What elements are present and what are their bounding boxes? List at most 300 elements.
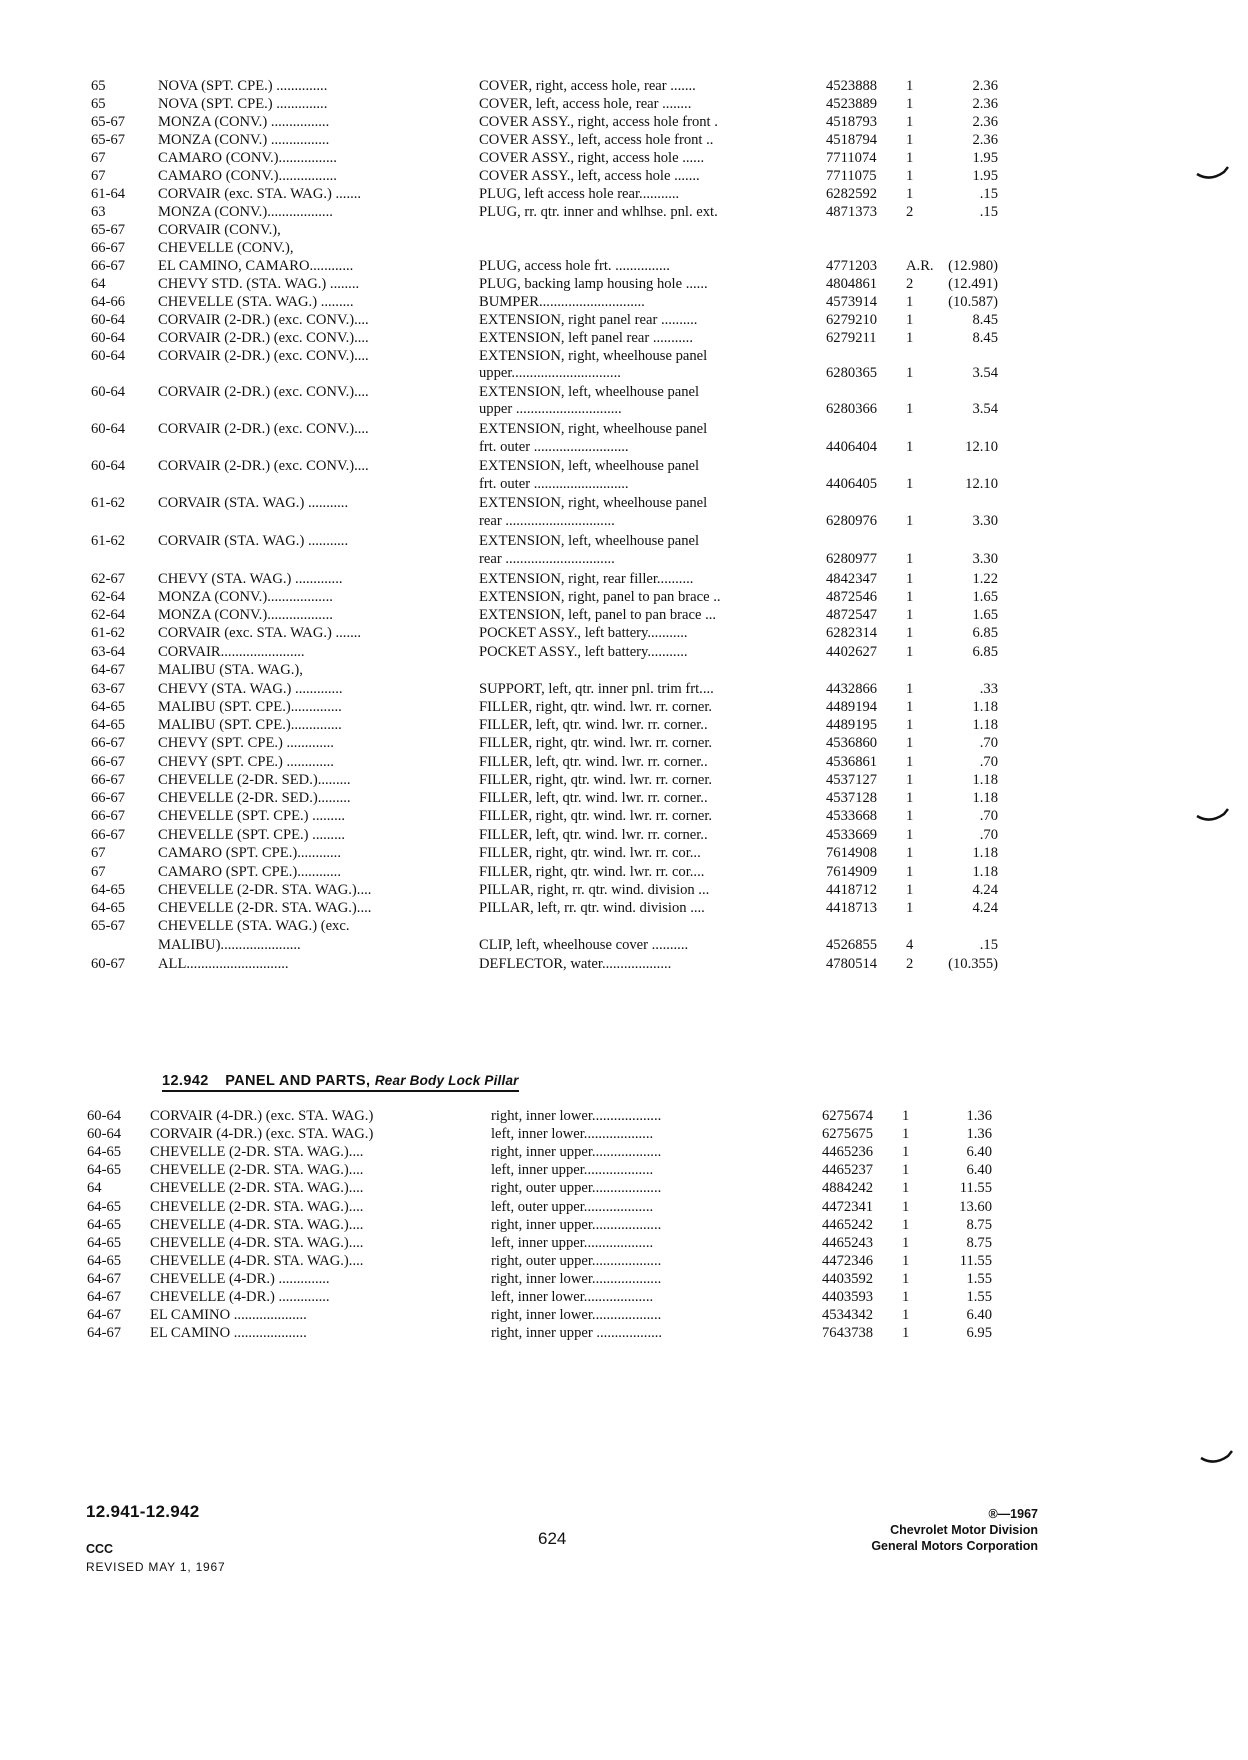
part-number-cell: 6282592 xyxy=(826,186,878,202)
price-cell: 3.54 xyxy=(972,401,998,417)
model-cell: CHEVELLE (4-DR. STA. WAG.).... xyxy=(150,1217,364,1233)
description-cell: left, outer upper................... xyxy=(491,1199,654,1215)
part-number-cell: 4432866 xyxy=(826,681,878,697)
part-number-cell: 4536860 xyxy=(826,735,878,751)
quantity-cell: 1 xyxy=(902,1307,910,1323)
part-number-cell: 6282314 xyxy=(826,625,878,641)
table-row xyxy=(0,770,1248,790)
model-cell: CHEVELLE (4-DR. STA. WAG.).... xyxy=(150,1235,364,1251)
price-cell: .70 xyxy=(979,754,998,770)
part-number-cell: 4518794 xyxy=(826,132,878,148)
price-cell: .70 xyxy=(979,827,998,843)
table-row xyxy=(0,310,1248,330)
price-cell: 1.65 xyxy=(972,607,998,623)
description-cell: EXTENSION, right, wheelhouse panel xyxy=(479,421,708,437)
years-cell: 64-67 xyxy=(91,662,126,678)
part-number-cell: 7614909 xyxy=(826,864,878,880)
years-cell: 64-65 xyxy=(87,1253,122,1269)
years-cell: 66-67 xyxy=(91,790,126,806)
section-subtitle: Rear Body Lock Pillar xyxy=(374,1073,519,1088)
model-cell: CHEVELLE (SPT. CPE.) ......... xyxy=(158,808,346,824)
description-cell: left, inner lower................... xyxy=(491,1126,654,1142)
years-cell: 65-67 xyxy=(91,222,126,238)
description-cell: FILLER, left, qtr. wind. lwr. rr. corner.. xyxy=(479,827,708,843)
price-cell: 11.55 xyxy=(959,1180,992,1196)
description-cell: COVER ASSY., left, access hole front .. xyxy=(479,132,714,148)
description-cell: FILLER, right, qtr. wind. lwr. rr. cor... xyxy=(479,845,701,861)
price-cell: 6.40 xyxy=(966,1307,992,1323)
description-cell: COVER, left, access hole, rear ........ xyxy=(479,96,692,112)
model-cell: CORVAIR (4-DR.) (exc. STA. WAG.) xyxy=(150,1126,374,1142)
description-cell: EXTENSION, right, panel to pan brace .. xyxy=(479,589,721,605)
table-row xyxy=(0,166,1248,186)
description-cell: left, inner upper................... xyxy=(491,1235,654,1251)
model-cell: CHEVELLE (2-DR. STA. WAG.).... xyxy=(150,1162,364,1178)
description-cell: EXTENSION, left, wheelhouse panel xyxy=(479,458,700,474)
part-number-cell: 7643738 xyxy=(822,1325,874,1341)
model-cell: ALL............................ xyxy=(158,956,289,972)
table-row xyxy=(0,898,1248,918)
model-cell: CORVAIR....................... xyxy=(158,644,305,660)
description-cell: PLUG, left access hole rear........... xyxy=(479,186,680,202)
quantity-cell: 1 xyxy=(902,1325,910,1341)
quantity-cell: 1 xyxy=(906,96,914,112)
part-number-cell: 4537128 xyxy=(826,790,878,806)
model-cell: CORVAIR (4-DR.) (exc. STA. WAG.) xyxy=(150,1108,374,1124)
quantity-cell: 1 xyxy=(902,1162,910,1178)
description-cell: PLUG, backing lamp housing hole ...... xyxy=(479,276,708,292)
quantity-cell: 1 xyxy=(906,827,914,843)
model-cell: CHEVELLE (2-DR. STA. WAG.).... xyxy=(158,900,372,916)
quantity-cell: 1 xyxy=(906,735,914,751)
quantity-cell: 1 xyxy=(906,476,914,492)
quantity-cell: 1 xyxy=(906,401,914,417)
margin-tick-mark xyxy=(1196,166,1230,182)
description-cell: POCKET ASSY., left battery........... xyxy=(479,625,688,641)
years-cell: 64-65 xyxy=(87,1199,122,1215)
years-cell: 60-64 xyxy=(87,1108,122,1124)
quantity-cell: 1 xyxy=(906,365,914,381)
part-number-cell: 4465236 xyxy=(822,1144,874,1160)
years-cell: 64-65 xyxy=(91,699,126,715)
margin-tick-mark xyxy=(1200,1450,1234,1466)
part-number-cell: 4872547 xyxy=(826,607,878,623)
price-cell: 8.45 xyxy=(972,330,998,346)
price-cell: 8.75 xyxy=(966,1217,992,1233)
price-cell: 6.40 xyxy=(966,1144,992,1160)
years-cell: 64-67 xyxy=(87,1289,122,1305)
price-cell: 1.18 xyxy=(972,699,998,715)
section-heading xyxy=(162,1073,519,1092)
table-row xyxy=(0,130,1248,150)
table-row xyxy=(0,1233,1248,1253)
part-number-cell: 4780514 xyxy=(826,956,878,972)
description-cell: EXTENSION, right, wheelhouse panel xyxy=(479,495,708,511)
years-cell: 64 xyxy=(87,1180,102,1196)
quantity-cell: 1 xyxy=(906,330,914,346)
model-cell: CHEVELLE (4-DR. STA. WAG.).... xyxy=(150,1253,364,1269)
years-cell: 64-65 xyxy=(91,882,126,898)
description-cell: right, inner lower................... xyxy=(491,1307,662,1323)
price-cell: 1.18 xyxy=(972,845,998,861)
table-row xyxy=(0,1215,1248,1235)
description-cell: PILLAR, left, rr. qtr. wind. division .... xyxy=(479,900,705,916)
table-row xyxy=(0,788,1248,808)
model-cell: CHEVELLE (2-DR. STA. WAG.).... xyxy=(150,1144,364,1160)
part-number-cell: 4804861 xyxy=(826,276,878,292)
years-cell: 61-62 xyxy=(91,625,126,641)
quantity-cell: 1 xyxy=(906,589,914,605)
price-cell: (12.980) xyxy=(948,258,998,274)
table-row xyxy=(0,752,1248,772)
quantity-cell: 1 xyxy=(902,1253,910,1269)
quantity-cell: 1 xyxy=(906,845,914,861)
model-cell: MALIBU (SPT. CPE.).............. xyxy=(158,717,342,733)
years-cell: 64-67 xyxy=(87,1307,122,1323)
price-cell: .15 xyxy=(979,937,998,953)
model-cell: CHEVELLE (2-DR. STA. WAG.).... xyxy=(150,1199,364,1215)
price-cell: 4.24 xyxy=(972,882,998,898)
part-number-cell: 4536861 xyxy=(826,754,878,770)
part-number-cell: 7614908 xyxy=(826,845,878,861)
quantity-cell: 1 xyxy=(906,681,914,697)
years-cell: 65 xyxy=(91,78,106,94)
quantity-cell: 1 xyxy=(902,1271,910,1287)
table-row xyxy=(0,605,1248,625)
description-cell: right, inner upper................... xyxy=(491,1144,662,1160)
part-number-cell: 4523888 xyxy=(826,78,878,94)
table-row xyxy=(0,623,1248,643)
description-cell: left, inner lower................... xyxy=(491,1289,654,1305)
description-cell: right, inner lower................... xyxy=(491,1271,662,1287)
part-number-cell: 4418713 xyxy=(826,900,878,916)
model-cell: CHEVELLE (SPT. CPE.) ......... xyxy=(158,827,346,843)
years-cell: 64-65 xyxy=(91,900,126,916)
part-number-cell: 4526855 xyxy=(826,937,878,953)
table-row xyxy=(0,587,1248,607)
price-cell: 6.85 xyxy=(972,625,998,641)
price-cell: 1.95 xyxy=(972,150,998,166)
part-number-cell: 4406404 xyxy=(826,439,878,455)
years-cell: 67 xyxy=(91,150,106,166)
model-cell: CHEVELLE (STA. WAG.) ......... xyxy=(158,294,354,310)
part-number-cell: 4537127 xyxy=(826,772,878,788)
description-cell: right, inner lower................... xyxy=(491,1108,662,1124)
description-cell: right, outer upper................... xyxy=(491,1180,662,1196)
years-cell: 67 xyxy=(91,845,106,861)
model-cell: CORVAIR (2-DR.) (exc. CONV.).... xyxy=(158,348,369,364)
part-number-cell: 4533669 xyxy=(826,827,878,843)
table-row xyxy=(0,112,1248,132)
years-cell: 61-62 xyxy=(91,495,126,511)
table-row xyxy=(0,363,1248,383)
years-cell: 66-67 xyxy=(91,240,126,256)
price-cell: 1.18 xyxy=(972,717,998,733)
model-cell: MONZA (CONV.).................. xyxy=(158,589,333,605)
part-number-cell: 4403593 xyxy=(822,1289,874,1305)
quantity-cell: 1 xyxy=(902,1144,910,1160)
quantity-cell: 1 xyxy=(902,1235,910,1251)
part-number-cell: 4842347 xyxy=(826,571,878,587)
table-row xyxy=(0,954,1248,974)
table-row xyxy=(0,1160,1248,1180)
part-number-cell: 4533668 xyxy=(826,808,878,824)
years-cell: 61-62 xyxy=(91,533,126,549)
years-cell: 60-64 xyxy=(91,330,126,346)
table-row xyxy=(0,220,1248,240)
years-cell: 65 xyxy=(91,96,106,112)
footer-section-range: 12.941-12.942 xyxy=(86,1502,200,1521)
table-row xyxy=(0,1197,1248,1217)
price-cell: 1.22 xyxy=(972,571,998,587)
part-number-cell: 4518793 xyxy=(826,114,878,130)
table-row xyxy=(0,569,1248,589)
model-cell: CHEVELLE (2-DR. STA. WAG.).... xyxy=(150,1180,364,1196)
description-cell: upper ............................. xyxy=(479,401,622,417)
quantity-cell: 1 xyxy=(906,186,914,202)
model-cell: NOVA (SPT. CPE.) .............. xyxy=(158,78,328,94)
quantity-cell: 1 xyxy=(902,1217,910,1233)
table-row xyxy=(0,843,1248,863)
years-cell: 63-67 xyxy=(91,681,126,697)
table-row xyxy=(0,531,1248,551)
quantity-cell: 1 xyxy=(906,114,914,130)
table-row xyxy=(0,437,1248,457)
quantity-cell: 1 xyxy=(906,717,914,733)
years-cell: 66-67 xyxy=(91,772,126,788)
section-title: PANEL AND PARTS, xyxy=(225,1073,371,1089)
part-number-cell: 4884242 xyxy=(822,1180,874,1196)
description-cell: EXTENSION, left panel rear ........... xyxy=(479,330,693,346)
table-row xyxy=(0,148,1248,168)
years-cell: 60-67 xyxy=(91,956,126,972)
years-cell: 60-64 xyxy=(91,384,126,400)
model-cell: MALIBU (SPT. CPE.).............. xyxy=(158,699,342,715)
quantity-cell: 1 xyxy=(906,754,914,770)
table-row xyxy=(0,1106,1248,1126)
description-cell: COVER ASSY., right, access hole ...... xyxy=(479,150,705,166)
price-cell: 1.18 xyxy=(972,864,998,880)
table-row xyxy=(0,549,1248,569)
table-row xyxy=(0,1142,1248,1162)
part-number-cell: 4489194 xyxy=(826,699,878,715)
description-cell: EXTENSION, left, wheelhouse panel xyxy=(479,384,700,400)
quantity-cell: 1 xyxy=(906,78,914,94)
model-cell: CHEVY STD. (STA. WAG.) ........ xyxy=(158,276,360,292)
years-cell: 64-67 xyxy=(87,1325,122,1341)
description-cell: rear .............................. xyxy=(479,551,615,567)
description-cell: PLUG, rr. qtr. inner and whlhse. pnl. ext. xyxy=(479,204,718,220)
years-cell: 60-64 xyxy=(91,458,126,474)
part-number-cell: 4465243 xyxy=(822,1235,874,1251)
model-cell: CORVAIR (STA. WAG.) ........... xyxy=(158,495,349,511)
price-cell: 6.40 xyxy=(966,1162,992,1178)
price-cell: 4.24 xyxy=(972,900,998,916)
years-cell: 66-67 xyxy=(91,258,126,274)
footer-division: Chevrolet Motor Division xyxy=(890,1523,1038,1537)
quantity-cell: 1 xyxy=(902,1289,910,1305)
years-cell: 61-64 xyxy=(91,186,126,202)
part-number-cell: 6275675 xyxy=(822,1126,874,1142)
quantity-cell: 1 xyxy=(906,900,914,916)
price-cell: 3.30 xyxy=(972,551,998,567)
price-cell: 11.55 xyxy=(959,1253,992,1269)
table-row xyxy=(0,184,1248,204)
years-cell: 66-67 xyxy=(91,735,126,751)
description-cell: right, inner upper................... xyxy=(491,1217,662,1233)
years-cell: 64-66 xyxy=(91,294,126,310)
years-cell: 64-65 xyxy=(87,1144,122,1160)
years-cell: 64-65 xyxy=(87,1162,122,1178)
table-row xyxy=(0,94,1248,114)
description-cell: SUPPORT, left, qtr. inner pnl. trim frt.... xyxy=(479,681,714,697)
price-cell: 1.55 xyxy=(966,1289,992,1305)
years-cell: 62-64 xyxy=(91,589,126,605)
price-cell: 1.55 xyxy=(966,1271,992,1287)
description-cell: EXTENSION, right, wheelhouse panel xyxy=(479,348,708,364)
description-cell: DEFLECTOR, water................... xyxy=(479,956,672,972)
description-cell: frt. outer .......................... xyxy=(479,439,629,455)
quantity-cell: 1 xyxy=(906,439,914,455)
model-cell: CORVAIR (2-DR.) (exc. CONV.).... xyxy=(158,384,369,400)
quantity-cell: 1 xyxy=(906,882,914,898)
price-cell: (12.491) xyxy=(948,276,998,292)
price-cell: 6.95 xyxy=(966,1325,992,1341)
footer-corporation: General Motors Corporation xyxy=(871,1539,1038,1553)
table-row xyxy=(0,76,1248,96)
description-cell: EXTENSION, left, wheelhouse panel xyxy=(479,533,700,549)
model-cell: CHEVELLE (STA. WAG.) (exc. xyxy=(158,918,350,934)
table-row xyxy=(0,292,1248,312)
years-cell: 66-67 xyxy=(91,808,126,824)
quantity-cell: 1 xyxy=(906,312,914,328)
part-number-cell: 6280366 xyxy=(826,401,878,417)
price-cell: 1.36 xyxy=(966,1108,992,1124)
part-number-cell: 4771203 xyxy=(826,258,878,274)
years-cell: 62-64 xyxy=(91,607,126,623)
part-number-cell: 4534342 xyxy=(822,1307,874,1323)
table-row xyxy=(0,1251,1248,1271)
table-row xyxy=(0,642,1248,662)
page-number: 624 xyxy=(538,1529,567,1548)
price-cell: .15 xyxy=(979,186,998,202)
price-cell: .70 xyxy=(979,808,998,824)
years-cell: 67 xyxy=(91,168,106,184)
years-cell: 64-65 xyxy=(87,1217,122,1233)
quantity-cell: 1 xyxy=(906,790,914,806)
years-cell: 64-67 xyxy=(87,1271,122,1287)
quantity-cell: A.R. xyxy=(906,258,934,274)
years-cell: 60-64 xyxy=(91,421,126,437)
years-cell: 60-64 xyxy=(91,312,126,328)
years-cell: 64-65 xyxy=(87,1235,122,1251)
quantity-cell: 1 xyxy=(906,571,914,587)
part-number-cell: 6280365 xyxy=(826,365,878,381)
table-row xyxy=(0,474,1248,494)
price-cell: 1.95 xyxy=(972,168,998,184)
price-cell: (10.587) xyxy=(948,294,998,310)
description-cell: right, inner upper .................. xyxy=(491,1325,663,1341)
price-cell: 8.75 xyxy=(966,1235,992,1251)
model-cell: MONZA (CONV.).................. xyxy=(158,607,333,623)
quantity-cell: 1 xyxy=(902,1180,910,1196)
description-cell: left, inner upper................... xyxy=(491,1162,654,1178)
footer-revised-date: REVISED MAY 1, 1967 xyxy=(86,1560,226,1574)
table-row xyxy=(0,825,1248,845)
price-cell: 12.10 xyxy=(965,476,998,492)
part-number-cell: 4472341 xyxy=(822,1199,874,1215)
description-cell: PLUG, access hole frt. ............... xyxy=(479,258,670,274)
quantity-cell: 4 xyxy=(906,937,914,953)
price-cell: 6.85 xyxy=(972,644,998,660)
model-cell: CHEVY (STA. WAG.) ............. xyxy=(158,571,343,587)
model-cell: CORVAIR (2-DR.) (exc. CONV.).... xyxy=(158,458,369,474)
table-row xyxy=(0,493,1248,513)
table-row xyxy=(0,679,1248,699)
model-cell: CAMARO (SPT. CPE.)............ xyxy=(158,864,341,880)
model-cell: CHEVELLE (4-DR.) .............. xyxy=(150,1289,330,1305)
model-cell: EL CAMINO, CAMARO............ xyxy=(158,258,354,274)
description-cell: POCKET ASSY., left battery........... xyxy=(479,644,688,660)
quantity-cell: 1 xyxy=(906,607,914,623)
years-cell: 66-67 xyxy=(91,754,126,770)
part-number-cell: 6275674 xyxy=(822,1108,874,1124)
price-cell: 2.36 xyxy=(972,96,998,112)
years-cell: 65-67 xyxy=(91,114,126,130)
part-number-cell: 4418712 xyxy=(826,882,878,898)
quantity-cell: 1 xyxy=(906,808,914,824)
years-cell: 60-64 xyxy=(91,348,126,364)
years-cell: 65-67 xyxy=(91,132,126,148)
model-cell: CHEVY (SPT. CPE.) ............. xyxy=(158,735,334,751)
quantity-cell: 1 xyxy=(906,551,914,567)
years-cell: 64 xyxy=(91,276,106,292)
quantity-cell: 1 xyxy=(906,150,914,166)
model-cell: EL CAMINO .................... xyxy=(150,1307,307,1323)
quantity-cell: 1 xyxy=(906,772,914,788)
table-row xyxy=(0,1305,1248,1325)
model-cell: CHEVELLE (4-DR.) .............. xyxy=(150,1271,330,1287)
price-cell: .70 xyxy=(979,735,998,751)
price-cell: 2.36 xyxy=(972,114,998,130)
part-number-cell: 6280977 xyxy=(826,551,878,567)
model-cell: MALIBU)...................... xyxy=(158,937,301,953)
years-cell: 64-65 xyxy=(91,717,126,733)
price-cell: 1.18 xyxy=(972,790,998,806)
price-cell: 2.36 xyxy=(972,132,998,148)
table-row xyxy=(0,862,1248,882)
years-cell: 63-64 xyxy=(91,644,126,660)
price-cell: 1.36 xyxy=(966,1126,992,1142)
quantity-cell: 1 xyxy=(902,1108,910,1124)
description-cell: right, outer upper................... xyxy=(491,1253,662,1269)
part-number-cell: 4871373 xyxy=(826,204,878,220)
description-cell: frt. outer .......................... xyxy=(479,476,629,492)
description-cell: COVER ASSY., right, access hole front . xyxy=(479,114,718,130)
model-cell: CHEVELLE (2-DR. SED.)......... xyxy=(158,772,351,788)
quantity-cell: 1 xyxy=(906,132,914,148)
quantity-cell: 2 xyxy=(906,204,914,220)
quantity-cell: 2 xyxy=(906,956,914,972)
price-cell: 1.18 xyxy=(972,772,998,788)
description-cell: FILLER, right, qtr. wind. lwr. rr. corner. xyxy=(479,808,713,824)
quantity-cell: 1 xyxy=(902,1126,910,1142)
model-cell: CHEVELLE (2-DR. STA. WAG.).... xyxy=(158,882,372,898)
table-row xyxy=(0,1269,1248,1289)
section-number: 12.942 xyxy=(162,1073,209,1089)
part-number-cell: 4402627 xyxy=(826,644,878,660)
part-number-cell: 4523889 xyxy=(826,96,878,112)
